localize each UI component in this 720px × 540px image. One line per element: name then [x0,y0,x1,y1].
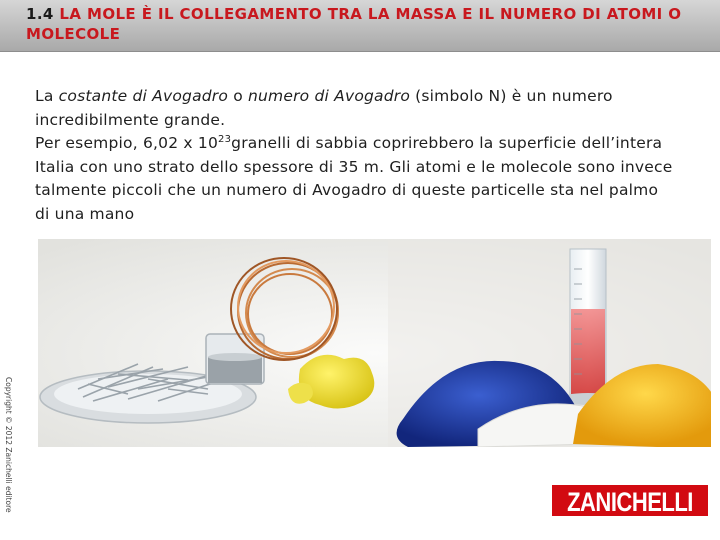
text-run: o [228,87,248,105]
text-run: (simbolo N) è un numero incredibilmente grande. [35,87,613,129]
slide-title [26,4,706,44]
slide-header [0,0,720,52]
text-run: Per esempio, 6,02 x 10 [35,134,219,152]
paragraph-avogadro [35,85,675,132]
text-run: La [35,87,59,105]
photo-illustration [38,239,711,447]
body-text [35,85,675,226]
term-numero: numero di Avogadro [248,87,411,105]
section-number: 1.4 [26,5,54,23]
logo-text: ZANICHELLI [567,487,693,517]
chemistry-photo [38,239,711,447]
term-costante: costante di Avogadro [58,87,229,105]
zanichelli-logo [552,485,708,516]
copyright-notice: Copyright © 2012 Zanichelli editore [4,377,13,513]
title-text: LA MOLE È IL COLLEGAMENTO TRA LA MASSA E IL NUMERO DI ATOMI O MOLECOLE [26,5,682,43]
text-run: granelli di sabbia coprirebbero la superficie dell’intera Italia con uno strato dello spessore di 35 m. Gli atomi e le molecole sono invece talmente piccoli che un numero di Avogadro di queste particelle sta nel palmo di una mano [35,134,673,223]
exponent: 23 [218,134,232,145]
paragraph-example [35,132,675,226]
